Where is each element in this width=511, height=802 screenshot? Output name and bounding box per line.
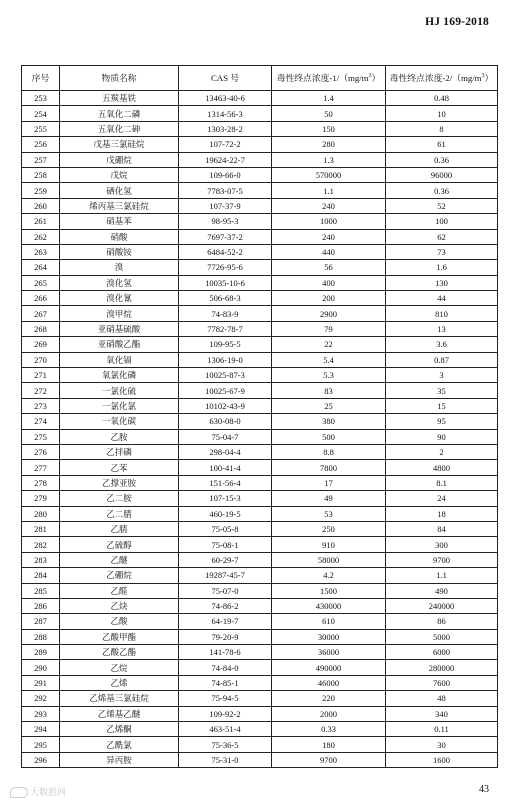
endpoint-concentration-2: 84	[386, 521, 498, 536]
endpoint-concentration-1: 400	[272, 275, 386, 290]
substance-name: 乙醛	[60, 583, 179, 598]
column-header-index: 序号	[22, 66, 60, 91]
endpoint-concentration-2: 48	[386, 691, 498, 706]
endpoint-concentration-1: 430000	[272, 598, 386, 613]
endpoint-concentration-2: 0.48	[386, 91, 498, 106]
endpoint-concentration-1: 8.8	[272, 444, 386, 459]
substance-name: 乙腈	[60, 521, 179, 536]
endpoint-concentration-2: 4800	[386, 460, 498, 475]
endpoint-concentration-2: 490	[386, 583, 498, 598]
endpoint-concentration-1: 380	[272, 414, 386, 429]
column-header-endpoint-1: 毒性终点浓度$-1/(mg/m^3)$	[272, 66, 386, 91]
endpoint-concentration-2: 44	[386, 291, 498, 306]
cas-number: 6484-52-2	[179, 244, 272, 259]
row-index: 254	[22, 106, 60, 121]
endpoint-concentration-1: 220	[272, 691, 386, 706]
table-row	[22, 260, 498, 275]
row-index: 269	[22, 337, 60, 352]
table-row	[22, 444, 498, 459]
table-row	[22, 198, 498, 213]
substance-name: 亚硝基硫酸	[60, 321, 179, 336]
row-index: 278	[22, 475, 60, 490]
substance-name: 硝酸铵	[60, 244, 179, 259]
cas-number: 74-84-0	[179, 660, 272, 675]
endpoint-concentration-2: 0.11	[386, 722, 498, 737]
table-row	[22, 521, 498, 536]
endpoint-concentration-1: 250	[272, 521, 386, 536]
substance-name: 硒化氢	[60, 183, 179, 198]
substance-name: 硝酸	[60, 229, 179, 244]
cas-number: 98-95-3	[179, 214, 272, 229]
cas-number: 74-83-9	[179, 306, 272, 321]
table-row	[22, 537, 498, 552]
endpoint-concentration-1: 46000	[272, 675, 386, 690]
endpoint-concentration-1: 5.4	[272, 352, 386, 367]
endpoint-concentration-1: 240	[272, 229, 386, 244]
row-index: 258	[22, 167, 60, 182]
endpoint-concentration-1: 500	[272, 429, 386, 444]
row-index: 268	[22, 321, 60, 336]
substance-name: 一氯化氯	[60, 398, 179, 413]
endpoint-concentration-1: 1000	[272, 214, 386, 229]
endpoint-concentration-2: 10	[386, 106, 498, 121]
row-index: 272	[22, 383, 60, 398]
table-row	[22, 475, 498, 490]
cas-number: 75-04-7	[179, 429, 272, 444]
table-row	[22, 583, 498, 598]
endpoint-concentration-1: 53	[272, 506, 386, 521]
row-index: 295	[22, 737, 60, 752]
table-row	[22, 137, 498, 152]
cas-number: 100-41-4	[179, 460, 272, 475]
endpoint-concentration-1: 83	[272, 383, 386, 398]
cas-number: 463-51-4	[179, 722, 272, 737]
row-index: 261	[22, 214, 60, 229]
table-body	[22, 91, 498, 768]
table-row	[22, 214, 498, 229]
cas-number: 75-31-0	[179, 752, 272, 767]
table-row	[22, 121, 498, 136]
table-row	[22, 629, 498, 644]
substance-name: 亚硝酸乙酯	[60, 337, 179, 352]
table-row	[22, 337, 498, 352]
row-index: 257	[22, 152, 60, 167]
endpoint-concentration-2: 2	[386, 444, 498, 459]
substance-name: 乙烯基三氯硅烷	[60, 691, 179, 706]
endpoint-concentration-2: 52	[386, 198, 498, 213]
cas-number: 10035-10-6	[179, 275, 272, 290]
endpoint-concentration-2: 8	[386, 121, 498, 136]
substance-name: 溴	[60, 260, 179, 275]
endpoint-concentration-2: 340	[386, 706, 498, 721]
endpoint-concentration-2: 86	[386, 614, 498, 629]
substance-name: 戊烷	[60, 167, 179, 182]
table-row	[22, 660, 498, 675]
substance-name: 氧氯化磷	[60, 368, 179, 383]
table-row	[22, 722, 498, 737]
table-row	[22, 737, 498, 752]
endpoint-concentration-2: 35	[386, 383, 498, 398]
endpoint-concentration-1: 180	[272, 737, 386, 752]
substance-name: 乙酰氯	[60, 737, 179, 752]
column-header-substance: 物质名称	[60, 66, 179, 91]
endpoint-concentration-1: 490000	[272, 660, 386, 675]
row-index: 290	[22, 660, 60, 675]
endpoint-concentration-2: 96000	[386, 167, 498, 182]
cas-number: 7726-95-6	[179, 260, 272, 275]
row-index: 284	[22, 568, 60, 583]
endpoint-concentration-1: 9700	[272, 752, 386, 767]
endpoint-concentration-1: 280	[272, 137, 386, 152]
table-row	[22, 414, 498, 429]
substance-name: 一氯化硫	[60, 383, 179, 398]
table-row	[22, 244, 498, 259]
cas-number: 10102-43-9	[179, 398, 272, 413]
endpoint-concentration-2: 62	[386, 229, 498, 244]
cas-number: 107-37-9	[179, 198, 272, 213]
endpoint-concentration-2: 24	[386, 491, 498, 506]
row-index: 271	[22, 368, 60, 383]
substance-name: 五羰基铁	[60, 91, 179, 106]
row-index: 267	[22, 306, 60, 321]
endpoint-concentration-2: 73	[386, 244, 498, 259]
column-header-endpoint-2: 毒性终点浓度$-2/(mg/m^3)$	[386, 66, 498, 91]
endpoint-concentration-2: 13	[386, 321, 498, 336]
endpoint-concentration-2: 130	[386, 275, 498, 290]
endpoint-concentration-2: 7600	[386, 675, 498, 690]
row-index: 260	[22, 198, 60, 213]
row-index: 285	[22, 583, 60, 598]
endpoint-concentration-2: 15	[386, 398, 498, 413]
table-row	[22, 491, 498, 506]
cas-number: 460-19-5	[179, 506, 272, 521]
table-row	[22, 614, 498, 629]
row-index: 253	[22, 91, 60, 106]
substance-name: 乙醚	[60, 552, 179, 567]
row-index: 280	[22, 506, 60, 521]
row-index: 256	[22, 137, 60, 152]
endpoint-concentration-2: 0.36	[386, 183, 498, 198]
cas-number: 1314-56-3	[179, 106, 272, 121]
endpoint-concentration-2: 100	[386, 214, 498, 229]
endpoint-concentration-1: 240	[272, 198, 386, 213]
substance-name: 戊基三氯硅烷	[60, 137, 179, 152]
endpoint-concentration-1: 200	[272, 291, 386, 306]
cas-number: 109-66-0	[179, 167, 272, 182]
endpoint-concentration-2: 1600	[386, 752, 498, 767]
row-index: 294	[22, 722, 60, 737]
table-row	[22, 752, 498, 767]
cas-number: 506-68-3	[179, 291, 272, 306]
cas-number: 7697-37-2	[179, 229, 272, 244]
cas-number: 107-15-3	[179, 491, 272, 506]
endpoint-concentration-1: 150	[272, 121, 386, 136]
endpoint-concentration-1: 56	[272, 260, 386, 275]
cas-number: 75-08-1	[179, 537, 272, 552]
endpoint-concentration-1: 1.3	[272, 152, 386, 167]
cas-number: 1306-19-0	[179, 352, 272, 367]
endpoint-concentration-1: 36000	[272, 645, 386, 660]
endpoint-concentration-2: 1.1	[386, 568, 498, 583]
cas-number: 107-72-2	[179, 137, 272, 152]
cas-number: 1303-28-2	[179, 121, 272, 136]
substance-name: 溴化氢	[60, 275, 179, 290]
substance-name: 乙烷	[60, 660, 179, 675]
table-row	[22, 291, 498, 306]
column-header-cas: CAS 号	[179, 66, 272, 91]
endpoint-concentration-2: 90	[386, 429, 498, 444]
cas-number: 79-20-9	[179, 629, 272, 644]
cas-number: 7783-07-5	[179, 183, 272, 198]
cas-number: 74-85-1	[179, 675, 272, 690]
table-row	[22, 152, 498, 167]
cas-number: 109-92-2	[179, 706, 272, 721]
cas-number: 75-05-8	[179, 521, 272, 536]
document-code: HJ 169-2018	[425, 16, 489, 28]
substance-name: 硝基苯	[60, 214, 179, 229]
cas-number: 298-04-4	[179, 444, 272, 459]
endpoint-concentration-1: 79	[272, 321, 386, 336]
substance-name: 一氧化碳	[60, 414, 179, 429]
substance-name: 乙酸乙酯	[60, 645, 179, 660]
row-index: 281	[22, 521, 60, 536]
row-index: 259	[22, 183, 60, 198]
row-index: 265	[22, 275, 60, 290]
watermark-logo-icon	[10, 787, 28, 798]
endpoint-concentration-2: 5000	[386, 629, 498, 644]
endpoint-concentration-2: 3	[386, 368, 498, 383]
table-row	[22, 229, 498, 244]
row-index: 275	[22, 429, 60, 444]
row-index: 276	[22, 444, 60, 459]
endpoint-concentration-1: 22	[272, 337, 386, 352]
endpoint-concentration-1: 25	[272, 398, 386, 413]
endpoint-concentration-1: 1500	[272, 583, 386, 598]
cas-number: 151-56-4	[179, 475, 272, 490]
substance-name: 乙二胺	[60, 491, 179, 506]
substance-name: 异丙胺	[60, 752, 179, 767]
endpoint-concentration-1: 1.4	[272, 91, 386, 106]
endpoint-concentration-2: 95	[386, 414, 498, 429]
table-row	[22, 383, 498, 398]
table-row	[22, 429, 498, 444]
substance-name: 溴甲烷	[60, 306, 179, 321]
table-row	[22, 460, 498, 475]
endpoint-concentration-1: 50	[272, 106, 386, 121]
substance-name: 乙硫醇	[60, 537, 179, 552]
endpoint-concentration-2: 3.6	[386, 337, 498, 352]
endpoint-concentration-2: 810	[386, 306, 498, 321]
substance-name: 乙酸	[60, 614, 179, 629]
endpoint-concentration-1: 17	[272, 475, 386, 490]
endpoint-concentration-2: 6000	[386, 645, 498, 660]
substance-name: 乙硼烷	[60, 568, 179, 583]
substance-name: 五氧化二磷	[60, 106, 179, 121]
endpoint-concentration-1: 30000	[272, 629, 386, 644]
cas-number: 74-86-2	[179, 598, 272, 613]
cas-number: 64-19-7	[179, 614, 272, 629]
substance-name: 乙撑亚胺	[60, 475, 179, 490]
cas-number: 10025-67-9	[179, 383, 272, 398]
substance-name: 乙拌磷	[60, 444, 179, 459]
substance-name: 乙烯	[60, 675, 179, 690]
table-row	[22, 352, 498, 367]
endpoint-concentration-1: 570000	[272, 167, 386, 182]
cas-number: 630-08-0	[179, 414, 272, 429]
table-row	[22, 275, 498, 290]
endpoint-concentration-1: 2000	[272, 706, 386, 721]
cas-number: 60-29-7	[179, 552, 272, 567]
cas-number: 10025-87-3	[179, 368, 272, 383]
table-row	[22, 306, 498, 321]
substance-name: 乙烯基乙醚	[60, 706, 179, 721]
endpoint-concentration-2: 240000	[386, 598, 498, 613]
endpoint-concentration-1: 2900	[272, 306, 386, 321]
table-row	[22, 321, 498, 336]
row-index: 266	[22, 291, 60, 306]
row-index: 273	[22, 398, 60, 413]
cas-number: 19624-22-7	[179, 152, 272, 167]
endpoint-concentration-2: 8.1	[386, 475, 498, 490]
endpoint-concentration-1: 5.3	[272, 368, 386, 383]
table-row	[22, 106, 498, 121]
row-index: 270	[22, 352, 60, 367]
table-row	[22, 368, 498, 383]
substance-name: 溴化氰	[60, 291, 179, 306]
substance-name: 乙烯酮	[60, 722, 179, 737]
row-index: 274	[22, 414, 60, 429]
row-index: 263	[22, 244, 60, 259]
endpoint-concentration-1: 910	[272, 537, 386, 552]
cas-number: 141-78-6	[179, 645, 272, 660]
cas-number: 7782-78-7	[179, 321, 272, 336]
cas-number: 13463-40-6	[179, 91, 272, 106]
table-row	[22, 706, 498, 721]
endpoint-concentration-2: 1.6	[386, 260, 498, 275]
endpoint-concentration-1: 7800	[272, 460, 386, 475]
cas-number: 75-94-5	[179, 691, 272, 706]
endpoint-concentration-1: 4.2	[272, 568, 386, 583]
endpoint-concentration-1: 610	[272, 614, 386, 629]
endpoint-concentration-1: 49	[272, 491, 386, 506]
table-row	[22, 645, 498, 660]
substance-name: 乙酸甲酯	[60, 629, 179, 644]
substance-name: 乙苯	[60, 460, 179, 475]
cas-number: 109-95-5	[179, 337, 272, 352]
substance-name: 氧化镉	[60, 352, 179, 367]
row-index: 293	[22, 706, 60, 721]
endpoint-concentration-2: 280000	[386, 660, 498, 675]
row-index: 296	[22, 752, 60, 767]
endpoint-concentration-2: 300	[386, 537, 498, 552]
cas-number: 75-36-5	[179, 737, 272, 752]
table-row	[22, 568, 498, 583]
endpoint-concentration-1: 0.33	[272, 722, 386, 737]
watermark: 大数据网	[10, 785, 66, 798]
substance-name: 戊硼烷	[60, 152, 179, 167]
cas-number: 19287-45-7	[179, 568, 272, 583]
substance-name: 乙二腈	[60, 506, 179, 521]
row-index: 288	[22, 629, 60, 644]
endpoint-concentration-1: 1.1	[272, 183, 386, 198]
endpoint-concentration-2: 18	[386, 506, 498, 521]
table-row	[22, 398, 498, 413]
substance-name: 五氧化二砷	[60, 121, 179, 136]
endpoint-concentration-2: 61	[386, 137, 498, 152]
endpoint-concentration-2: 0.36	[386, 152, 498, 167]
page-number: 43	[479, 784, 489, 795]
row-index: 286	[22, 598, 60, 613]
table-row	[22, 167, 498, 182]
row-index: 283	[22, 552, 60, 567]
table-header-row	[22, 66, 498, 91]
row-index: 277	[22, 460, 60, 475]
table-row	[22, 183, 498, 198]
row-index: 255	[22, 121, 60, 136]
row-index: 282	[22, 537, 60, 552]
toxicity-endpoint-table	[21, 65, 498, 768]
endpoint-concentration-2: 9700	[386, 552, 498, 567]
endpoint-concentration-1: 58000	[272, 552, 386, 567]
substance-name: 烯丙基三氯硅烷	[60, 198, 179, 213]
endpoint-concentration-2: 30	[386, 737, 498, 752]
row-index: 289	[22, 645, 60, 660]
endpoint-concentration-2: 0.87	[386, 352, 498, 367]
row-index: 279	[22, 491, 60, 506]
row-index: 262	[22, 229, 60, 244]
row-index: 287	[22, 614, 60, 629]
table-row	[22, 598, 498, 613]
table-row	[22, 552, 498, 567]
substance-name: 乙胺	[60, 429, 179, 444]
table-row	[22, 91, 498, 106]
cas-number: 75-07-0	[179, 583, 272, 598]
row-index: 291	[22, 675, 60, 690]
row-index: 292	[22, 691, 60, 706]
row-index: 264	[22, 260, 60, 275]
table-row	[22, 691, 498, 706]
endpoint-concentration-1: 440	[272, 244, 386, 259]
table-row	[22, 506, 498, 521]
table-row	[22, 675, 498, 690]
substance-name: 乙炔	[60, 598, 179, 613]
